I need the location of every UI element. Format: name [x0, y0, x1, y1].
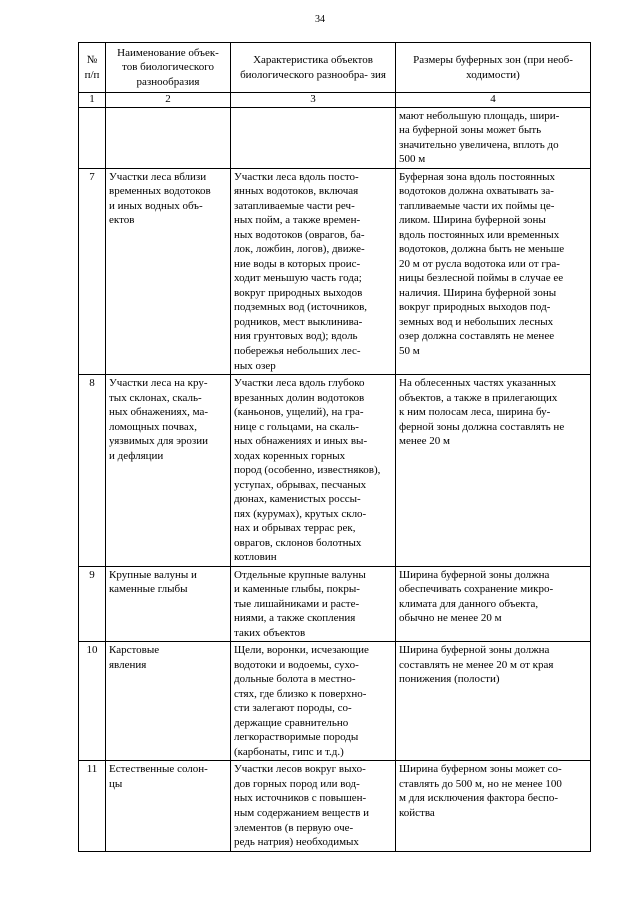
row-buffer: На облесенных частях указанных объектов, а также в прилегающих к ним полосам леса, ширина бу- ферной зоны должна составлять не менее 20 м [396, 375, 591, 567]
column-number: 3 [231, 93, 396, 108]
page-number: 34 [315, 14, 325, 25]
header-name: Наименование объек- тов биологического разнообразия [106, 43, 231, 93]
row-characteristic: Участки леса вдоль посто- янных водотоков, включая затапливаемые части реч- ных пойм, а также времен- ных водотоков (оврагов, ба- лок, ложбин, логов), движе- ние воды в которых проис- ходит меньшую часть года; вокруг природных выходов подземных вод (источников, родников, мест выклинива- ния грунтовых вод); вдоль побережья небольших лес- ных озер [231, 168, 396, 374]
row-characteristic: Отдельные крупные валуны и каменные глыбы, покры- тые лишайниками и расте- ниями, а также скопления таких объектов [231, 566, 396, 642]
column-number: 1 [79, 93, 106, 108]
row-buffer: мают небольшую площадь, шири- на буферной зоны может быть значительно увеличена, вплоть до 500 м [396, 107, 591, 168]
row-num: 8 [79, 375, 106, 567]
row-characteristic: Участки лесов вокруг выхо- дов горных пород или вод- ных источников с повышен- ным содержанием веществ и элементов (в первую оче- редь натрия) необходимых [231, 761, 396, 851]
row-name: Крупные валуны и каменные глыбы [106, 566, 231, 642]
row-characteristic: Участки леса вдоль глубоко врезанных долин водотоков (каньонов, ущелий), на гра- нице с гольцами, на скаль- ных обнажениях и иных вы- ходах коренных горных пород (особенно, известняков), уступах, обрывах, песчаных дюнах, каменистых россы- пях (курумах), крутых скло- нах и обрывах террас рек, оврагов, склонов болотных котловин [231, 375, 396, 567]
row-name: Участки леса на кру- тых склонах, скаль- ных обнажениях, ма- ломощных почвах, уязвимых для эрозии и дефляции [106, 375, 231, 567]
row-buffer: Ширина буферном зоны может со- ставлять до 500 м, но не менее 100 м для исключения фактора беспо- койства [396, 761, 591, 851]
header-characteristic: Характеристика объектов биологического разнообра- зия [231, 43, 396, 93]
table-row [79, 168, 591, 374]
table-row [79, 642, 591, 761]
row-num [79, 107, 106, 168]
row-buffer: Ширина буферной зоны должна обеспечивать сохранение микро- климата для данного объекта, обычно не менее 20 м [396, 566, 591, 642]
row-num: 9 [79, 566, 106, 642]
row-characteristic [231, 107, 396, 168]
column-number-row [79, 93, 591, 108]
column-number: 4 [396, 93, 591, 108]
row-name: Участки леса вблизи временных водотоков и иных водных объ- ектов [106, 168, 231, 374]
table-row [79, 566, 591, 642]
row-num: 11 [79, 761, 106, 851]
column-number: 2 [106, 93, 231, 108]
row-name: Естественные солон- цы [106, 761, 231, 851]
row-buffer: Буферная зона вдоль постоянных водотоков должна охватывать за- тапливаемые части их поймы це- ликом. Ширина буферной зоны вдоль постоянных или временных водотоков, должна быть не меньше 20 м от русла водотока или от гра- ницы безлесной поймы в случае ее наличия. Ширина буферной зоны вокруг природных выходов под- земных вод и небольших лесных озер должна составлять не менее 50 м [396, 168, 591, 374]
row-characteristic: Щели, воронки, исчезающие водотоки и водоемы, сухо- дольные болота в местно- стях, где близко к поверхно- сти залегают породы, со- держащие сравнительно легкорастворимые породы (карбонаты, гипс и т.д.) [231, 642, 396, 761]
buffer-zones-table [78, 42, 591, 852]
row-num: 10 [79, 642, 106, 761]
table-row-continuation [79, 107, 591, 168]
table-row [79, 761, 591, 851]
header-buffer-size: Размеры буферных зон (при необ- ходимости) [396, 43, 591, 93]
table-header-row [79, 43, 591, 93]
row-buffer: Ширина буферной зоны должна составлять не менее 20 м от края понижения (полости) [396, 642, 591, 761]
row-num: 7 [79, 168, 106, 374]
row-name [106, 107, 231, 168]
header-num: № п/п [79, 43, 106, 93]
row-name: Карстовые явления [106, 642, 231, 761]
table-row [79, 375, 591, 567]
